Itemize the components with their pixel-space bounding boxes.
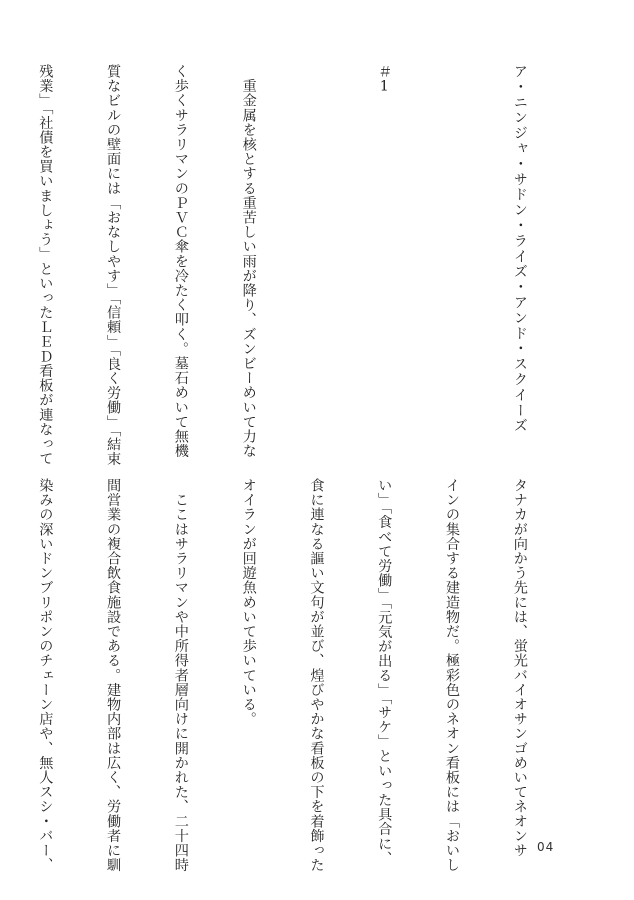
text-column: く歩くサラリマンのＰＶＣ傘を冷たく叩く。墓石めいて無機	[172, 64, 189, 459]
page-number: 04	[537, 840, 555, 854]
text-column: 染みの深いドンブリポンのチェーン店や、無人スシ・バー、	[37, 478, 54, 873]
text-column: い」「食べて労働」「元気が出る」「サケ」といった具合に、	[376, 478, 393, 866]
text-column: 質なビルの壁面には「おなしやす」「信頼」「良く労働」「結束	[105, 64, 122, 467]
text-column: 重金属を核とする重苦しい雨が降り、ズンビーめいて力な	[240, 64, 257, 459]
chapter-heading: ＃1	[376, 64, 393, 95]
blank-line	[440, 64, 463, 424]
text-column: オイランが回遊魚めいて歩いている。	[240, 478, 257, 727]
text-column: インの集合する建造物だ。極彩色のネオン看板には「おいし	[444, 478, 461, 873]
blank-line	[305, 64, 328, 424]
text-column: ここはサラリマンや中所得者層向けに開かれた、二十四時	[172, 478, 189, 873]
text-column: 食に連なる謳い文句が並び、煌びやかな看板の下を着飾った	[308, 478, 325, 873]
text-column: 間営業の複合飲食施設である。建物内部は広く、労働者に馴	[105, 478, 122, 873]
text-column: タナカが向かう先には、蛍光バイオサンゴめいてネオンサ	[511, 478, 528, 858]
text-column: 残業」「社債を買いましょう」といったＬＥＤ看板が連なって	[37, 64, 54, 466]
upper-text-block	[0, 64, 576, 467]
story-title: ア・ニンジャ・サドン・ライズ・アンド・スクイーズ	[511, 64, 528, 434]
